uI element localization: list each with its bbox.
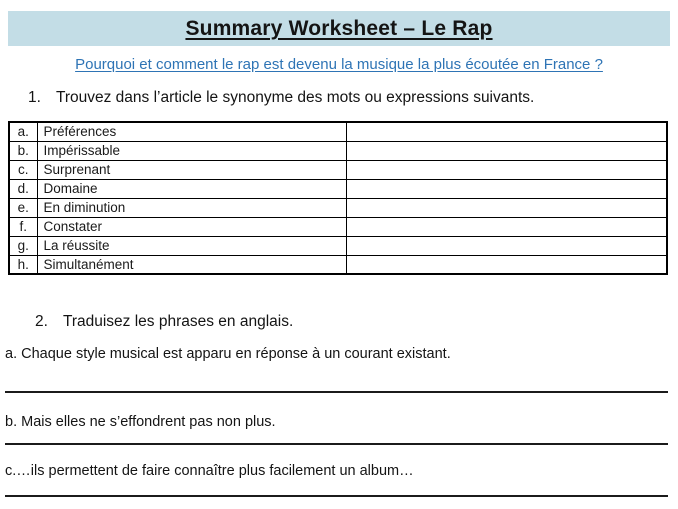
answer-cell[interactable] [346,255,667,274]
translation-item-a [5,346,451,362]
row-letter: h. [9,255,37,274]
title-banner [8,11,670,46]
table-row [9,217,667,236]
item-sentence: Chaque style musical est apparu en réponse à un courant existant. [21,346,451,362]
row-word: En diminution [37,198,346,217]
row-letter: a. [9,122,37,141]
row-letter: d. [9,179,37,198]
article-question-link[interactable]: Pourquoi et comment le rap est devenu la musique la plus écoutée en France ? [75,56,603,73]
item-sentence: …ils permettent de faire connaître plus facilement un album… [16,463,414,479]
row-letter: f. [9,217,37,236]
exercise1-number: 1. [28,89,41,106]
answer-cell[interactable] [346,179,667,198]
answer-cell[interactable] [346,217,667,236]
table-row [9,255,667,274]
row-word: Préférences [37,122,346,141]
item-sentence: Mais elles ne s’effondrent pas non plus. [21,414,276,430]
answer-line[interactable] [5,443,668,445]
item-label: a. [5,346,18,362]
row-word: Surprenant [37,160,346,179]
row-letter: g. [9,236,37,255]
answer-line[interactable] [5,391,668,393]
answer-line[interactable] [5,495,668,497]
table-row [9,141,667,160]
exercise2-number: 2. [35,313,48,330]
answer-cell[interactable] [346,198,667,217]
table-row [9,160,667,179]
table-row [9,122,667,141]
row-letter: e. [9,198,37,217]
row-word: Domaine [37,179,346,198]
row-word: Constater [37,217,346,236]
row-word: Simultanément [37,255,346,274]
row-letter: b. [9,141,37,160]
table-row [9,179,667,198]
item-label: c. [5,463,17,479]
exercise1-header [28,89,534,107]
table-row [9,198,667,217]
row-letter: c. [9,160,37,179]
row-word: Impérissable [37,141,346,160]
exercise1-instruction: Trouvez dans l’article le synonyme des mots ou expressions suivants. [55,89,535,106]
exercise2-header [35,313,293,331]
translation-item-c [5,463,414,479]
page-title: Summary Worksheet – Le Rap [185,17,493,40]
answer-cell[interactable] [346,236,667,255]
item-label: b. [5,414,18,430]
row-word: La réussite [37,236,346,255]
translation-item-b [5,414,276,430]
exercise2-instruction: Traduisez les phrases en anglais. [62,313,294,330]
synonyms-table [8,121,668,275]
table-row [9,236,667,255]
answer-cell[interactable] [346,122,667,141]
answer-cell[interactable] [346,160,667,179]
answer-cell[interactable] [346,141,667,160]
